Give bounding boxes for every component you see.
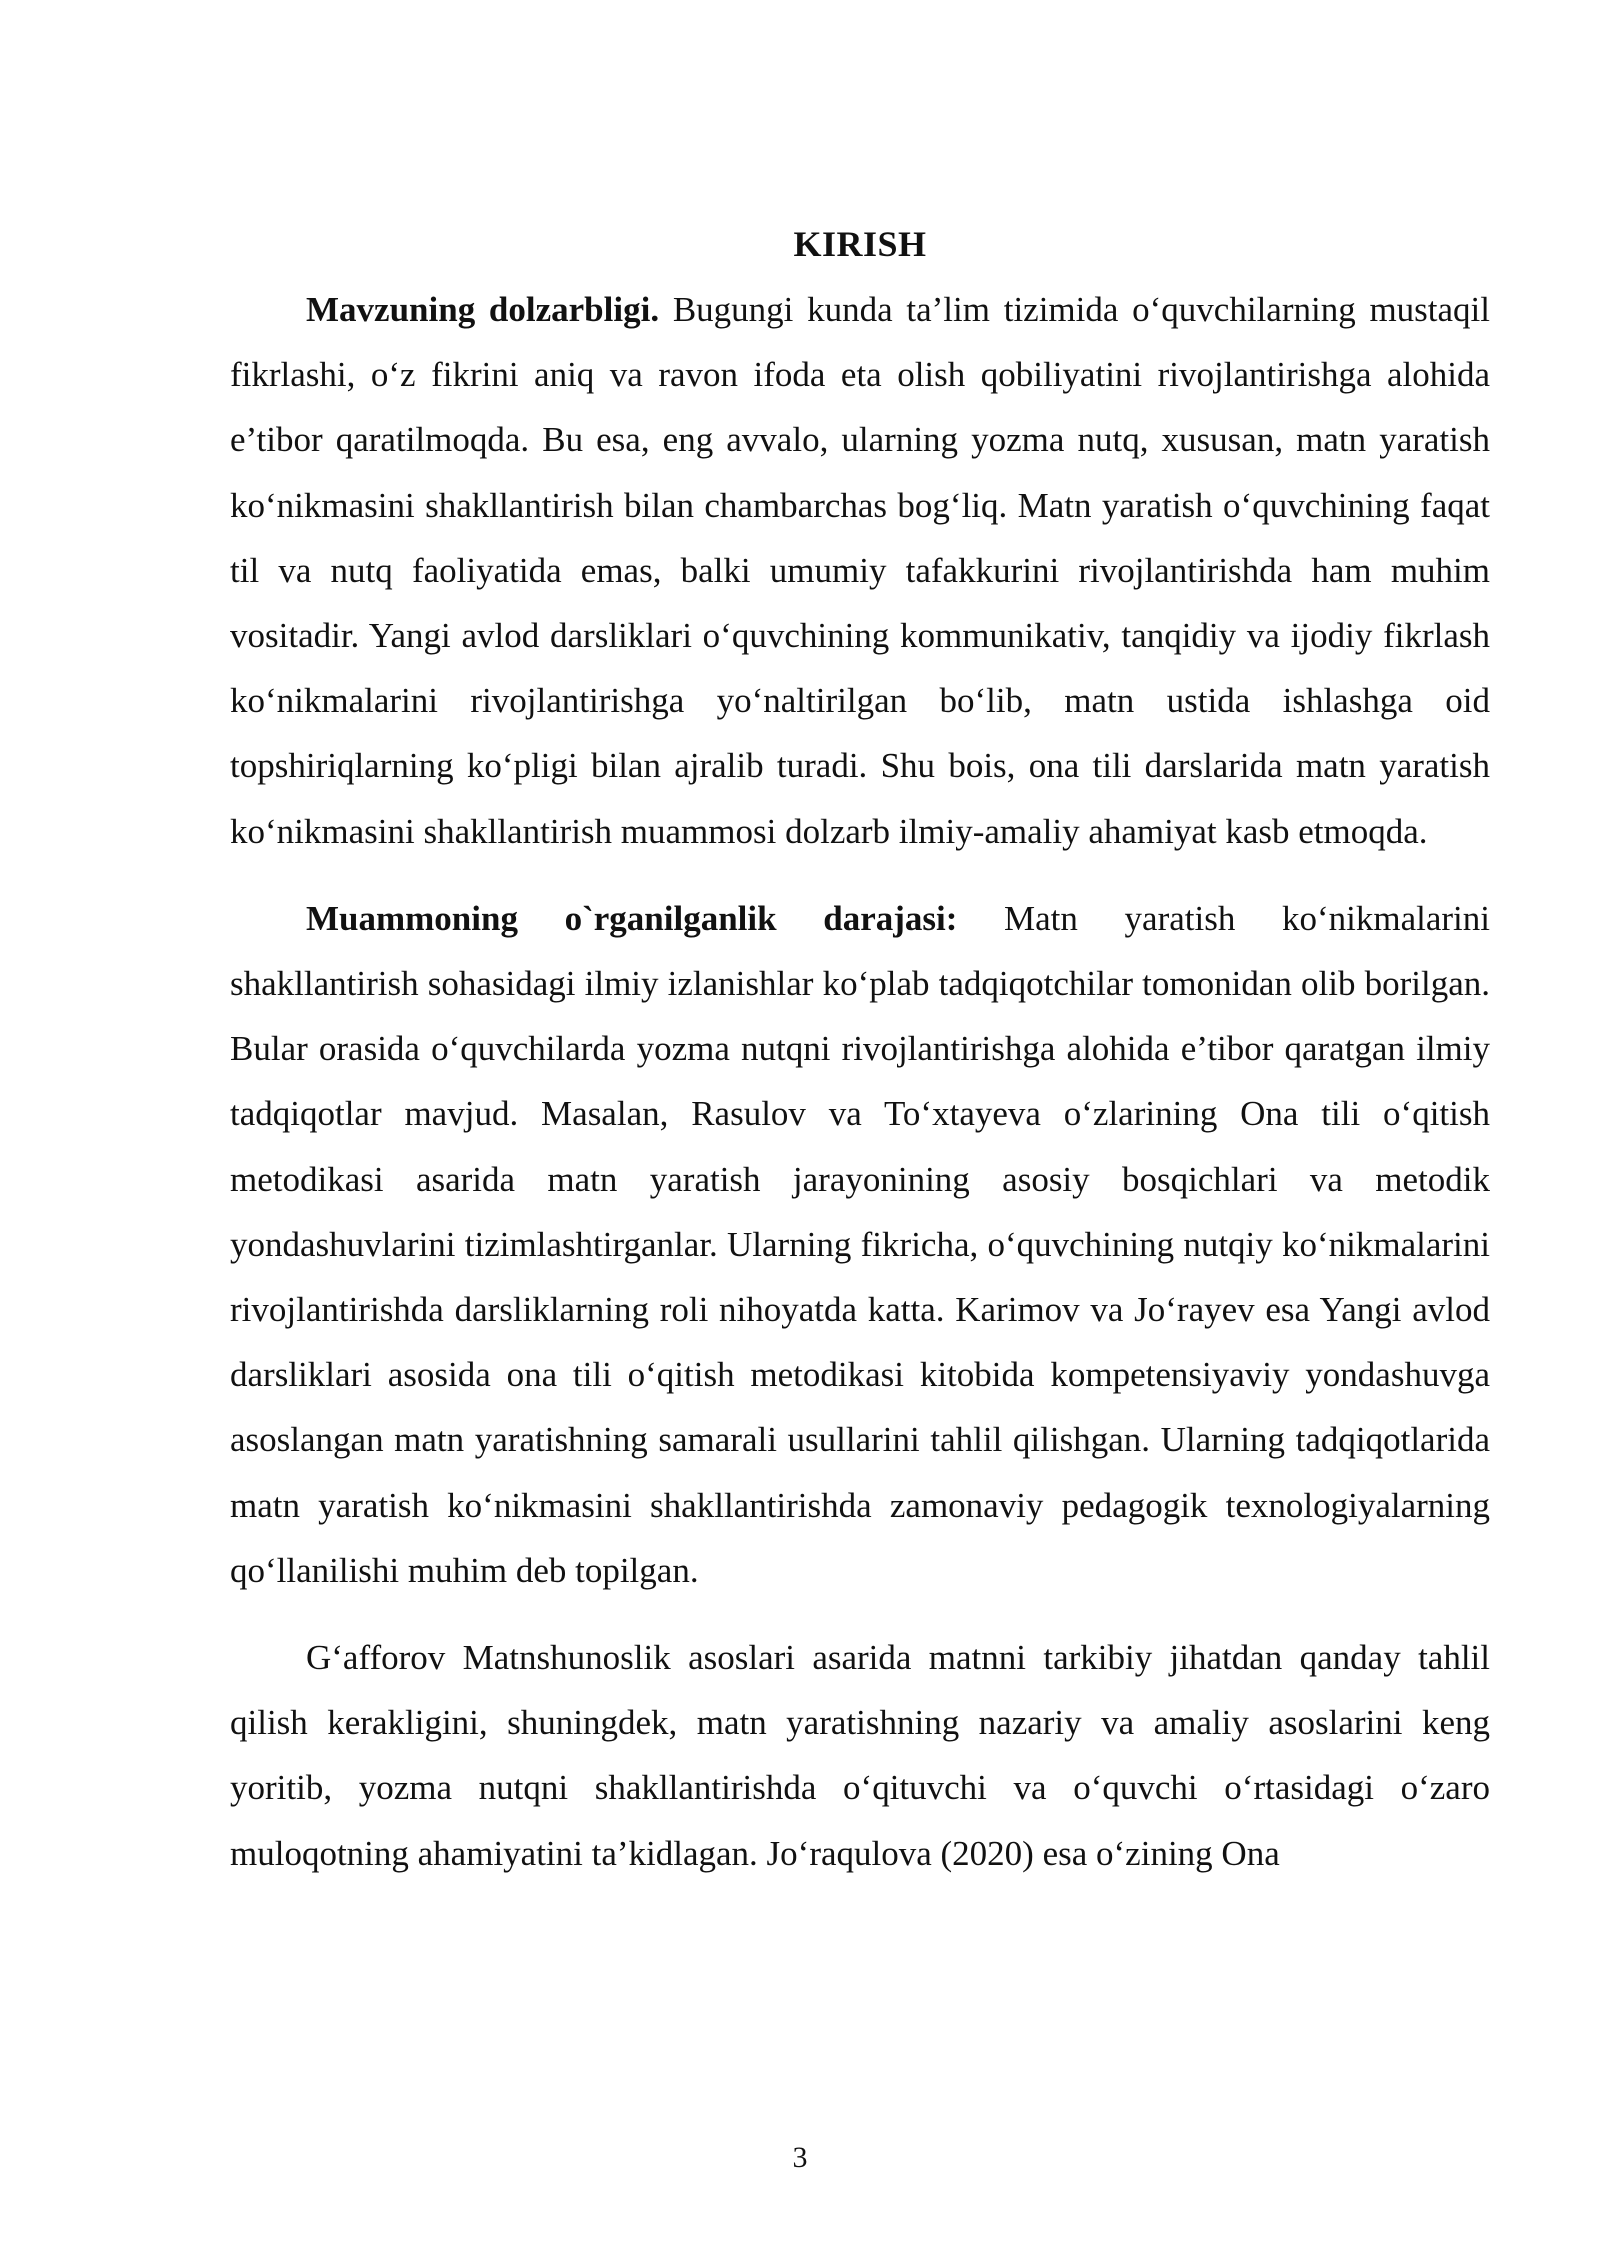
page-number: 3 <box>792 2141 808 2174</box>
paragraph-text: Matn yaratish ko‘nikmalarini shakllantirish sohasidagi ilmiy izlanishlar ko‘plab tadqiqotchilar tomonidan olib borilgan. Bular orasida o‘quvchilarda yozma nutqni rivojlantirishga alohida e’tibor qaratgan ilmiy tadqiqotlar mavjud. Masalan, Rasulov va To‘xtayeva o‘zlarining Ona tili o‘qitish metodikasi asarida matn yaratish jarayonining asosiy bosqichlari va metodik yondashuvlarini tizimlashtirganlar. Ularning fikricha, o‘quvchining nutqiy ko‘nikmalarini rivojlantirishda darsliklarning roli nihoyatda katta. Karimov va Jo‘rayev esa Yangi avlod darsliklari asosida ona tili o‘qitish metodikasi kitobida kompetensiyaviy yondashuvga asoslangan matn yaratishning samarali usullarini tahlil qilishgan. Ularning tadqiqotlarida matn yaratish ko‘nikmasini shakllantirishda zamonaviy pedagogik texnologiyalarning qo‘llanilishi muhim deb topilgan. <box>230 898 1490 1590</box>
paragraph-relevance <box>230 277 1490 864</box>
paragraph-research-level <box>230 886 1490 1603</box>
page-content <box>230 212 1490 1886</box>
paragraph-lead: Mavzuning dolzarbligi. <box>306 290 660 329</box>
paragraph-lead: Muammoning o`rganilganlik darajasi: <box>306 898 958 938</box>
paragraph-text: Bugungi kunda ta’lim tizimida o‘quvchilarning mustaqil fikrlashi, o‘z fikrini aniq va ravon ifoda eta olish qobiliyatini rivojlantirishga alohida e’tibor qaratilmoqda. Bu esa, eng avvalo, ularning yozma nutq, xususan, matn yaratish ko‘nikmasini shakllantirish bilan chambarchas bog‘liq. Matn yaratish o‘quvchining faqat til va nutq faoliyatida emas, balki umumiy tafakkurini rivojlantirishda ham muhim vositadir. Yangi avlod darsliklari o‘quvchining kommunikativ, tanqidiy va ijodiy fikrlash ko‘nikmalarini rivojlantirishga yo‘naltirilgan bo‘lib, matn ustida ishlashga oid topshiriqlarning ko‘pligi bilan ajralib turadi. Shu bois, ona tili darslarida matn yaratish ko‘nikmasini shakllantirish muammosi dolzarb ilmiy-amaliy ahamiyat kasb etmoqda. <box>230 290 1490 851</box>
page-title: KIRISH <box>793 224 927 264</box>
paragraph-text: G‘afforov Matnshunoslik asoslari asarida matnni tarkibiy jihatdan qanday tahlil qilish kerakligini, shuningdek, matn yaratishning nazariy va amaliy asoslarini keng yoritib, yozma nutqni shakllantirishda o‘qituvchi va o‘quvchi o‘rtasidagi o‘zaro muloqotning ahamiyatini ta’kidlagan. Jo‘raqulova (2020) esa o‘zining Ona <box>230 1638 1490 1873</box>
paragraph-literature <box>230 1625 1490 1886</box>
